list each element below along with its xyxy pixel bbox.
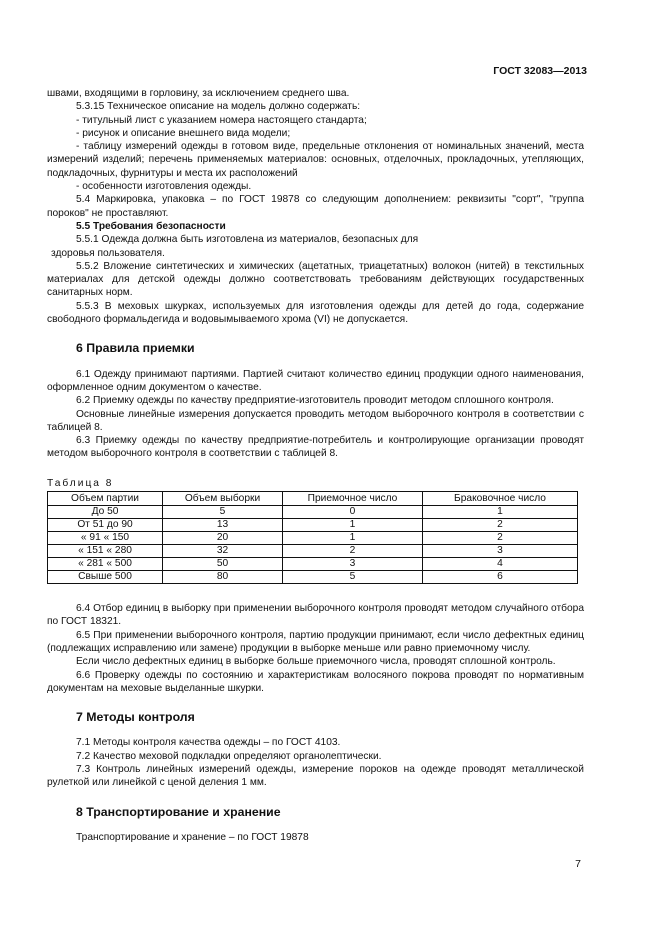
table-cell: « 281 « 500 [48, 558, 163, 571]
paragraph: 6.4 Отбор единиц в выборку при применении выборочного контроля проводят методом случайного отбора по ГОСТ 18321. [47, 603, 584, 628]
paragraph: Транспортирование и хранение – по ГОСТ 19878 [76, 831, 309, 843]
section-8-title: 8 Транспортирование и хранение [76, 804, 281, 819]
table-cell: 50 [163, 558, 283, 571]
table-row [48, 532, 578, 545]
column-header: Браковочное число [423, 492, 578, 506]
paragraph: 5.5.1 Одежда должна быть изготовлена из материалов, безопасных для [76, 234, 419, 246]
table-cell: 1 [423, 506, 578, 519]
table-row [48, 506, 578, 519]
table-cell: Свыше 500 [48, 571, 163, 584]
table-cell: « 91 « 150 [48, 532, 163, 545]
table-row [48, 571, 578, 584]
table-cell: До 50 [48, 506, 163, 519]
paragraph: 6.6 Проверку одежды по состоянию и характеристикам волосяного покрова проводят по нормативным документам на меховые выделанные шкурки. [47, 669, 584, 694]
list-item: - рисунок и описание внешнего вида модели; [76, 127, 291, 139]
column-header: Объем выборки [163, 492, 283, 506]
paragraph: 5.4 Маркировка, упаковка – по ГОСТ 19878 со следующим дополнением: реквизиты "сорт", "группа пороков" не проставляют. [47, 194, 584, 219]
list-item: - титульный лист с указанием номера настоящего стандарта; [76, 114, 367, 126]
table-cell: 32 [163, 545, 283, 558]
table-cell: 2 [423, 519, 578, 532]
column-header: Приемочное число [283, 492, 423, 506]
table-cell: 2 [423, 532, 578, 545]
paragraph: 6.5 При применении выборочного контроля, партию продукции принимают, если число дефектных единиц (подлежащих исправлению или замене) продукции в выборке меньше или равно приемочному числу. [47, 629, 584, 654]
paragraph: швами, входящими в горловину, за исключением среднего шва. [47, 88, 350, 99]
table-cell: 6 [423, 571, 578, 584]
table-cell: 5 [283, 571, 423, 584]
column-header: Объем партии [48, 492, 163, 506]
table-cell: 2 [283, 545, 423, 558]
paragraph: 6.3 Приемку одежды по качеству предприятие-потребитель и контролирующие организации проводят методом выборочного контроля в соответствии с таблицей 8. [47, 435, 584, 460]
table-cell: « 151 « 280 [48, 545, 163, 558]
table-cell: 13 [163, 519, 283, 532]
table-8 [47, 491, 578, 584]
section-6-title: 6 Правила приемки [76, 341, 195, 356]
table-cell: 5 [163, 506, 283, 519]
table-cell: 1 [283, 519, 423, 532]
table-cell: 3 [283, 558, 423, 571]
section-5-5-title: 5.5 Требования безопасности [76, 220, 226, 232]
page-number: 7 [575, 858, 581, 870]
table-cell: 0 [283, 506, 423, 519]
table-cell: 3 [423, 545, 578, 558]
paragraph: здоровья пользователя. [51, 247, 165, 259]
paragraph: 7.1 Методы контроля качества одежды – по ГОСТ 4103. [76, 737, 341, 749]
table-row [48, 558, 578, 571]
table-cell: 20 [163, 532, 283, 545]
paragraph: Если число дефектных единиц в выборке больше приемочного числа, проводят сплошной контроль. [76, 656, 556, 668]
paragraph: 6.2 Приемку одежды по качеству предприятие-изготовитель проводит методом сплошного контроля. [76, 395, 554, 407]
paragraph: Основные линейные измерения допускается проводить методом выборочного контроля в соответствии с таблицей 8. [47, 408, 584, 433]
table-cell: 1 [283, 532, 423, 545]
paragraph: 7.3 Контроль линейных измерений одежды, измерение пороков на одежде проводят металлической рулеткой или линейкой с ценой деления 1 мм. [47, 763, 584, 789]
list-item: - особенности изготовления одежды. [76, 181, 252, 193]
table-row [48, 545, 578, 558]
paragraph: 5.5.3 В меховых шкурках, используемых для изготовления одежды для детей до года, содержание свободного формальдегида и водовымываемого хрома (VI) не допускается. [47, 300, 584, 326]
table-cell: 4 [423, 558, 578, 571]
paragraph: 6.1 Одежду принимают партиями. Партией считают количество единиц продукции одного наименования, оформленное одним документом о качестве. [47, 368, 584, 393]
table-header-row [48, 492, 578, 506]
paragraph: 5.3.15 Техническое описание на модель должно содержать: [76, 101, 361, 113]
table-row [48, 519, 578, 532]
section-7-title: 7 Методы контроля [76, 710, 195, 725]
table-cell: 80 [163, 571, 283, 584]
document-header: ГОСТ 32083—2013 [493, 65, 587, 77]
paragraph: 5.5.2 Вложение синтетических и химических (ацетатных, триацетатных) волокон (нитей) в текстильных материалах для детской одежды должно соответствовать требованиям действующих государственных санитарных норм. [47, 260, 584, 299]
document-body [47, 87, 584, 844]
paragraph: 7.2 Качество меховой подкладки определяют органолептически. [76, 750, 382, 762]
table-caption: Таблица 8 [47, 477, 114, 489]
table-cell: От 51 до 90 [48, 519, 163, 532]
list-item: - таблицу измерений одежды в готовом виде, предельные отклонения от номинальных значений, места измерений изделий; перечень применяемых материалов: основных, отделочных, прокладочных, утепляющих, подкладочных, фурнитуры и места их расположений [47, 141, 584, 179]
